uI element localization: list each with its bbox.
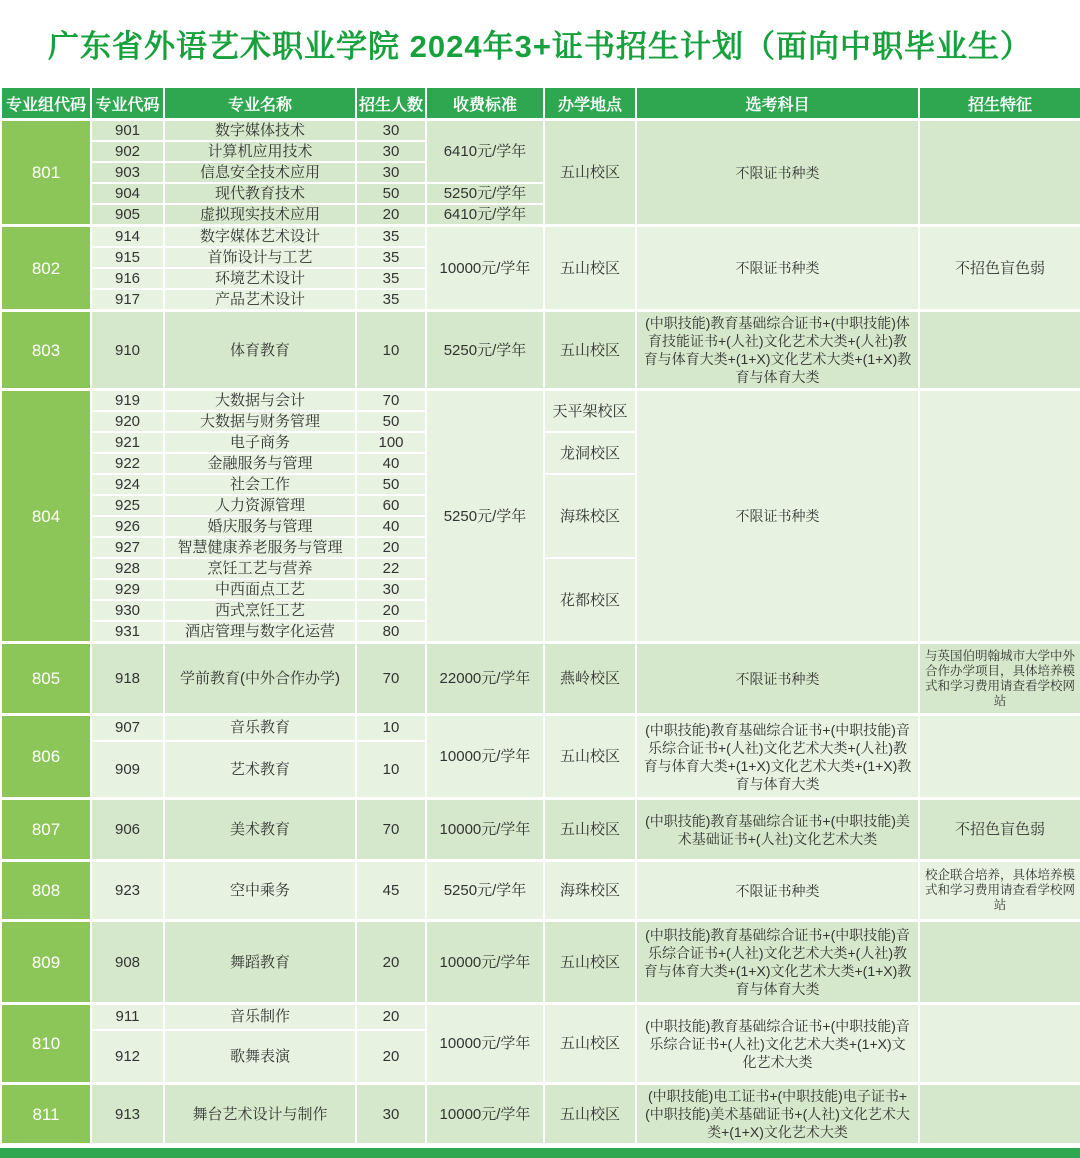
subjects-cell: (中职技能)电工证书+(中职技能)电子证书+(中职技能)美术基础证书+(人社)文化艺术大类+(1+X)文化艺术大类 xyxy=(636,1084,919,1145)
major-name-cell: 艺术教育 xyxy=(164,741,356,799)
campus-cell: 花都校区 xyxy=(544,558,636,643)
enrollment-count-cell: 35 xyxy=(356,226,426,248)
fee-cell: 6410元/学年 xyxy=(426,204,544,226)
feature-cell xyxy=(919,390,1080,643)
campus-cell: 五山校区 xyxy=(544,311,636,390)
group-code-cell: 808 xyxy=(1,861,91,921)
major-code-cell: 930 xyxy=(91,600,164,621)
enrollment-count-cell: 50 xyxy=(356,183,426,204)
fee-cell: 5250元/学年 xyxy=(426,390,544,643)
major-name-cell: 虚拟现实技术应用 xyxy=(164,204,356,226)
feature-cell: 不招色盲色弱 xyxy=(919,226,1080,311)
enrollment-count-cell: 35 xyxy=(356,289,426,311)
feature-cell xyxy=(919,1004,1080,1084)
enrollment-count-cell: 50 xyxy=(356,411,426,432)
major-code-cell: 931 xyxy=(91,621,164,643)
group-803 xyxy=(1,311,1080,390)
major-code-cell: 912 xyxy=(91,1030,164,1084)
major-name-cell: 歌舞表演 xyxy=(164,1030,356,1084)
fee-cell: 10000元/学年 xyxy=(426,799,544,861)
group-code-cell: 803 xyxy=(1,311,91,390)
subjects-cell: 不限证书种类 xyxy=(636,643,919,715)
fee-cell: 5250元/学年 xyxy=(426,183,544,204)
major-name-cell: 体育教育 xyxy=(164,311,356,390)
campus-cell: 燕岭校区 xyxy=(544,643,636,715)
enrollment-count-cell: 70 xyxy=(356,643,426,715)
group-code-cell: 805 xyxy=(1,643,91,715)
major-code-cell: 907 xyxy=(91,715,164,741)
major-code-cell: 925 xyxy=(91,495,164,516)
major-name-cell: 中西面点工艺 xyxy=(164,579,356,600)
major-name-cell: 社会工作 xyxy=(164,474,356,495)
subjects-cell: (中职技能)教育基础综合证书+(中职技能)美术基础证书+(人社)文化艺术大类 xyxy=(636,799,919,861)
major-name-cell: 舞台艺术设计与制作 xyxy=(164,1084,356,1145)
group-code-cell: 810 xyxy=(1,1004,91,1084)
fee-cell: 10000元/学年 xyxy=(426,715,544,799)
major-name-cell: 产品艺术设计 xyxy=(164,289,356,311)
group-806 xyxy=(1,715,1080,799)
major-code-cell: 919 xyxy=(91,390,164,412)
campus-cell: 海珠校区 xyxy=(544,861,636,921)
feature-cell: 与英国伯明翰城市大学中外合作办学项目，具体培养模式和学习费用请查看学校网站 xyxy=(919,643,1080,715)
major-name-cell: 数字媒体技术 xyxy=(164,120,356,142)
enrollment-count-cell: 10 xyxy=(356,715,426,741)
major-name-cell: 烹饪工艺与营养 xyxy=(164,558,356,579)
table-row xyxy=(1,1004,1080,1030)
major-code-cell: 924 xyxy=(91,474,164,495)
table-row xyxy=(1,799,1080,861)
enrollment-count-cell: 10 xyxy=(356,311,426,390)
major-name-cell: 婚庆服务与管理 xyxy=(164,516,356,537)
major-name-cell: 环境艺术设计 xyxy=(164,268,356,289)
major-code-cell: 915 xyxy=(91,247,164,268)
group-808 xyxy=(1,861,1080,921)
table-row xyxy=(1,643,1080,715)
major-code-cell: 910 xyxy=(91,311,164,390)
major-code-cell: 929 xyxy=(91,579,164,600)
major-name-cell: 美术教育 xyxy=(164,799,356,861)
table-row xyxy=(1,1084,1080,1145)
fee-cell: 6410元/学年 xyxy=(426,120,544,184)
enrollment-count-cell: 30 xyxy=(356,162,426,183)
major-code-cell: 906 xyxy=(91,799,164,861)
enrollment-count-cell: 80 xyxy=(356,621,426,643)
enrollment-count-cell: 20 xyxy=(356,600,426,621)
major-code-cell: 928 xyxy=(91,558,164,579)
table-row xyxy=(1,715,1080,741)
enrollment-count-cell: 20 xyxy=(356,1004,426,1030)
subjects-cell: 不限证书种类 xyxy=(636,226,919,311)
enrollment-count-cell: 100 xyxy=(356,432,426,453)
col-header-fee: 收费标准 xyxy=(426,87,544,120)
feature-cell xyxy=(919,921,1080,1004)
major-name-cell: 音乐教育 xyxy=(164,715,356,741)
major-code-cell: 901 xyxy=(91,120,164,142)
table-header xyxy=(1,87,1080,120)
enrollment-count-cell: 45 xyxy=(356,861,426,921)
subjects-cell: (中职技能)教育基础综合证书+(中职技能)音乐综合证书+(人社)文化艺术大类+(1+X)文化艺术大类 xyxy=(636,1004,919,1084)
major-code-cell: 903 xyxy=(91,162,164,183)
footer-green-bar xyxy=(0,1148,1080,1158)
enrollment-count-cell: 60 xyxy=(356,495,426,516)
major-code-cell: 917 xyxy=(91,289,164,311)
major-name-cell: 舞蹈教育 xyxy=(164,921,356,1004)
campus-cell: 五山校区 xyxy=(544,715,636,799)
table-row xyxy=(1,311,1080,390)
major-code-cell: 913 xyxy=(91,1084,164,1145)
enrollment-count-cell: 20 xyxy=(356,537,426,558)
group-802 xyxy=(1,226,1080,311)
campus-cell: 五山校区 xyxy=(544,226,636,311)
major-code-cell: 926 xyxy=(91,516,164,537)
subjects-cell: 不限证书种类 xyxy=(636,120,919,226)
major-name-cell: 大数据与会计 xyxy=(164,390,356,412)
group-code-cell: 801 xyxy=(1,120,91,226)
group-805 xyxy=(1,643,1080,715)
fee-cell: 10000元/学年 xyxy=(426,1004,544,1084)
major-name-cell: 首饰设计与工艺 xyxy=(164,247,356,268)
major-name-cell: 大数据与财务管理 xyxy=(164,411,356,432)
page-title: 广东省外语艺术职业学院 2024年3+证书招生计划（面向中职毕业生） xyxy=(48,28,1032,64)
major-name-cell: 金融服务与管理 xyxy=(164,453,356,474)
group-809 xyxy=(1,921,1080,1004)
enrollment-count-cell: 20 xyxy=(356,1030,426,1084)
major-name-cell: 音乐制作 xyxy=(164,1004,356,1030)
fee-cell: 10000元/学年 xyxy=(426,1084,544,1145)
major-code-cell: 916 xyxy=(91,268,164,289)
major-code-cell: 914 xyxy=(91,226,164,248)
major-name-cell: 人力资源管理 xyxy=(164,495,356,516)
fee-cell: 10000元/学年 xyxy=(426,921,544,1004)
major-name-cell: 西式烹饪工艺 xyxy=(164,600,356,621)
enrollment-count-cell: 70 xyxy=(356,799,426,861)
subjects-cell: (中职技能)教育基础综合证书+(中职技能)体育技能证书+(人社)文化艺术大类+(人社)教育与体育大类+(1+X)文化艺术大类+(1+X)教育与体育大类 xyxy=(636,311,919,390)
table-row xyxy=(1,921,1080,1004)
group-801 xyxy=(1,120,1080,226)
major-code-cell: 918 xyxy=(91,643,164,715)
feature-cell xyxy=(919,120,1080,226)
major-code-cell: 905 xyxy=(91,204,164,226)
group-code-cell: 802 xyxy=(1,226,91,311)
major-code-cell: 920 xyxy=(91,411,164,432)
enrollment-count-cell: 20 xyxy=(356,204,426,226)
table-row xyxy=(1,226,1080,248)
campus-cell: 五山校区 xyxy=(544,921,636,1004)
major-code-cell: 923 xyxy=(91,861,164,921)
col-header-count: 招生人数 xyxy=(356,87,426,120)
major-name-cell: 数字媒体艺术设计 xyxy=(164,226,356,248)
enrollment-table xyxy=(0,86,1080,1145)
col-header-group-code: 专业组代码 xyxy=(1,87,91,120)
group-code-cell: 804 xyxy=(1,390,91,643)
table-row xyxy=(1,120,1080,142)
subjects-cell: 不限证书种类 xyxy=(636,861,919,921)
major-name-cell: 计算机应用技术 xyxy=(164,141,356,162)
enrollment-count-cell: 30 xyxy=(356,1084,426,1145)
campus-cell: 五山校区 xyxy=(544,1004,636,1084)
enrollment-count-cell: 40 xyxy=(356,453,426,474)
fee-cell: 10000元/学年 xyxy=(426,226,544,311)
group-810 xyxy=(1,1004,1080,1084)
major-code-cell: 927 xyxy=(91,537,164,558)
enrollment-count-cell: 40 xyxy=(356,516,426,537)
campus-cell: 五山校区 xyxy=(544,1084,636,1145)
major-code-cell: 911 xyxy=(91,1004,164,1030)
feature-cell: 不招色盲色弱 xyxy=(919,799,1080,861)
subjects-cell: (中职技能)教育基础综合证书+(中职技能)音乐综合证书+(人社)文化艺术大类+(人社)教育与体育大类+(1+X)文化艺术大类+(1+X)教育与体育大类 xyxy=(636,715,919,799)
major-code-cell: 904 xyxy=(91,183,164,204)
group-807 xyxy=(1,799,1080,861)
col-header-major-code: 专业代码 xyxy=(91,87,164,120)
col-header-subjects: 选考科目 xyxy=(636,87,919,120)
enrollment-count-cell: 50 xyxy=(356,474,426,495)
enrollment-count-cell: 35 xyxy=(356,268,426,289)
enrollment-count-cell: 30 xyxy=(356,579,426,600)
group-804 xyxy=(1,390,1080,643)
col-header-feature: 招生特征 xyxy=(919,87,1080,120)
feature-cell xyxy=(919,715,1080,799)
major-code-cell: 908 xyxy=(91,921,164,1004)
group-code-cell: 806 xyxy=(1,715,91,799)
major-name-cell: 学前教育(中外合作办学) xyxy=(164,643,356,715)
enrollment-count-cell: 35 xyxy=(356,247,426,268)
campus-cell: 海珠校区 xyxy=(544,474,636,558)
group-811 xyxy=(1,1084,1080,1145)
col-header-campus: 办学地点 xyxy=(544,87,636,120)
fee-cell: 22000元/学年 xyxy=(426,643,544,715)
group-code-cell: 809 xyxy=(1,921,91,1004)
enrollment-count-cell: 70 xyxy=(356,390,426,412)
subjects-cell: 不限证书种类 xyxy=(636,390,919,643)
enrollment-count-cell: 10 xyxy=(356,741,426,799)
enrollment-count-cell: 22 xyxy=(356,558,426,579)
enrollment-count-cell: 20 xyxy=(356,921,426,1004)
major-code-cell: 902 xyxy=(91,141,164,162)
major-code-cell: 921 xyxy=(91,432,164,453)
major-name-cell: 智慧健康养老服务与管理 xyxy=(164,537,356,558)
group-code-cell: 807 xyxy=(1,799,91,861)
major-name-cell: 信息安全技术应用 xyxy=(164,162,356,183)
campus-cell: 龙洞校区 xyxy=(544,432,636,474)
table-row xyxy=(1,390,1080,412)
group-code-cell: 811 xyxy=(1,1084,91,1145)
enrollment-count-cell: 30 xyxy=(356,141,426,162)
col-header-major-name: 专业名称 xyxy=(164,87,356,120)
enrollment-count-cell: 30 xyxy=(356,120,426,142)
subjects-cell: (中职技能)教育基础综合证书+(中职技能)音乐综合证书+(人社)文化艺术大类+(人社)教育与体育大类+(1+X)文化艺术大类+(1+X)教育与体育大类 xyxy=(636,921,919,1004)
fee-cell: 5250元/学年 xyxy=(426,861,544,921)
campus-cell: 天平架校区 xyxy=(544,390,636,433)
campus-cell: 五山校区 xyxy=(544,120,636,226)
feature-cell xyxy=(919,1084,1080,1145)
feature-cell: 校企联合培养，具体培养模式和学习费用请查看学校网站 xyxy=(919,861,1080,921)
major-name-cell: 电子商务 xyxy=(164,432,356,453)
major-code-cell: 909 xyxy=(91,741,164,799)
major-name-cell: 现代教育技术 xyxy=(164,183,356,204)
fee-cell: 5250元/学年 xyxy=(426,311,544,390)
major-name-cell: 空中乘务 xyxy=(164,861,356,921)
major-code-cell: 922 xyxy=(91,453,164,474)
major-name-cell: 酒店管理与数字化运营 xyxy=(164,621,356,643)
feature-cell xyxy=(919,311,1080,390)
campus-cell: 五山校区 xyxy=(544,799,636,861)
table-row xyxy=(1,861,1080,921)
